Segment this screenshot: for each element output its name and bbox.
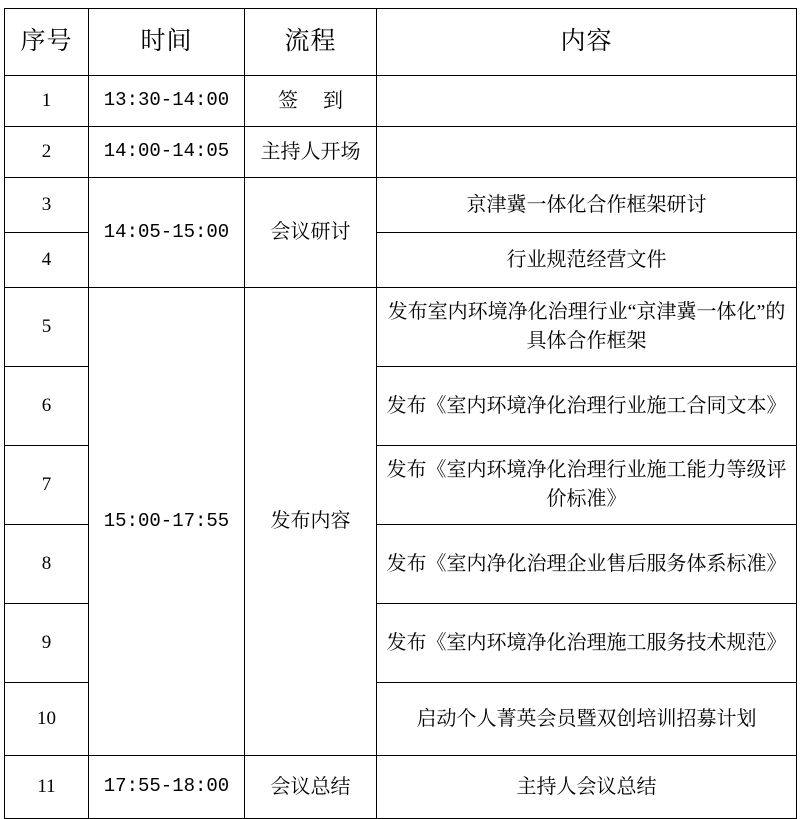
table-body: [5, 76, 797, 819]
agenda-table: [4, 8, 797, 819]
row-content: 行业规范经营文件: [377, 233, 797, 288]
row-flow: 主持人开场: [245, 127, 377, 178]
row-number: 5: [5, 288, 89, 367]
row-content: 发布室内环境净化治理行业“京津冀一体化”的具体合作框架: [377, 288, 797, 367]
row-number: 9: [5, 604, 89, 683]
row-time: 13:30-14:00: [89, 76, 245, 127]
row-number: 4: [5, 233, 89, 288]
row-content: [377, 76, 797, 127]
row-number: 2: [5, 127, 89, 178]
row-flow: 会议总结: [245, 756, 377, 819]
row-flow: 会议研讨: [245, 178, 377, 288]
row-number: 6: [5, 367, 89, 446]
table-row: [5, 288, 797, 367]
table-header: [5, 9, 797, 76]
row-number: 8: [5, 525, 89, 604]
row-number: 10: [5, 683, 89, 756]
table-row: [5, 127, 797, 178]
row-time: 17:55-18:00: [89, 756, 245, 819]
column-header-no: 序号: [5, 9, 89, 76]
table-row: [5, 178, 797, 233]
row-number: 11: [5, 756, 89, 819]
row-number: 7: [5, 446, 89, 525]
row-flow: 签 到: [245, 76, 377, 127]
column-header-flow: 流程: [245, 9, 377, 76]
row-flow: 发布内容: [245, 288, 377, 756]
row-content: 发布《室内环境净化治理施工服务技术规范》: [377, 604, 797, 683]
column-header-time: 时间: [89, 9, 245, 76]
row-content: 主持人会议总结: [377, 756, 797, 819]
table-row: [5, 76, 797, 127]
row-time: 14:00-14:05: [89, 127, 245, 178]
row-content: 发布《室内环境净化治理行业施工能力等级评价标准》: [377, 446, 797, 525]
table-row: [5, 756, 797, 819]
row-time: 15:00-17:55: [89, 288, 245, 756]
row-content: 京津冀一体化合作框架研讨: [377, 178, 797, 233]
table-header-row: [5, 9, 797, 76]
row-content: 发布《室内环境净化治理行业施工合同文本》: [377, 367, 797, 446]
row-content: 启动个人菁英会员暨双创培训招募计划: [377, 683, 797, 756]
row-number: 3: [5, 178, 89, 233]
row-time: 14:05-15:00: [89, 178, 245, 288]
row-number: 1: [5, 76, 89, 127]
row-content: 发布《室内净化治理企业售后服务体系标准》: [377, 525, 797, 604]
column-header-content: 内容: [377, 9, 797, 76]
row-content: [377, 127, 797, 178]
